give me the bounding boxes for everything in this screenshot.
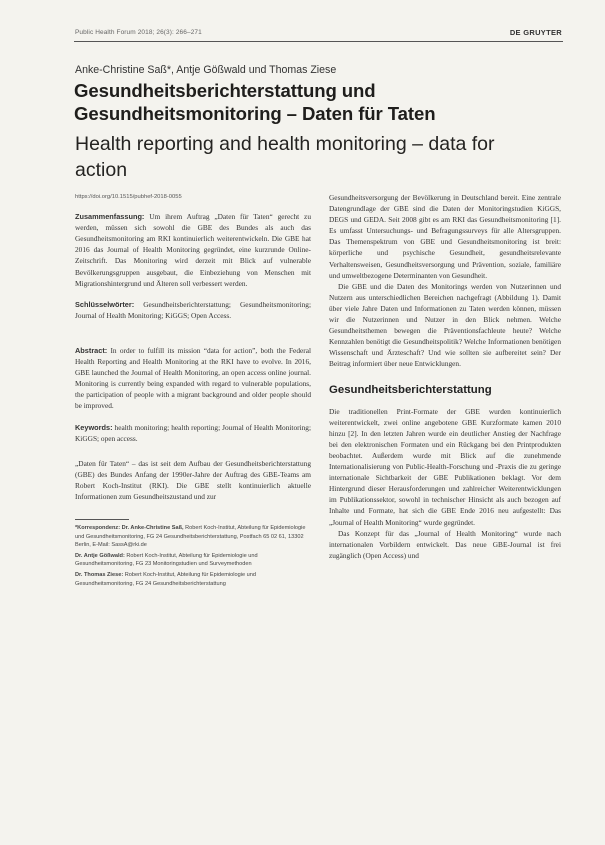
intro-paragraph: „Daten für Taten“ – das ist seit dem Aufbau der Gesundheitsberichterstattung (GBE) des Bundes Anfang der 1990er-Jahre der Auftrag des GBE-Teams am Robert Koch-Institut (RKI). Die GBE stellt kontinuierlich aktuelle Informationen zum Gesundheitszustand und zur [75, 458, 311, 501]
schluesselwoerter-text: Gesundheitsberichterstattung; Gesundheitsmonitoring; Journal of Health Monitoring; KiGGS; Open Access. [75, 299, 311, 320]
keywords-text: health monitoring; health reporting; Journal of Health Monitoring; KiGGS; open access. [75, 422, 311, 443]
footnote-author [75, 552, 311, 569]
doi-link[interactable]: https://doi.org/10.1515/pubhef-2018-0055 [75, 194, 182, 200]
footnote-correspondence [75, 524, 311, 550]
body-paragraph: Die GBE und die Daten des Monitorings werden von Nutzerinnen und Nutzern aus unterschiedlichen Bereichen nachgefragt (Abbildung 1). Damit über viele Jahre Daten und Informationen zu Taten werden können, müssen wir die Nutzerinnen und Nutzer in den Blick nehmen. Welche Gesundheitsthemen bewegen die Präventionsfachleute heute? Welche Kennzahlen benötigt die Gesundheitspolitik? Welche Informationen benötigen Wissenschaft und Ärzteschaft? Und wie sollten sie aufbereitet sein? Der Beitrag informiert über neue Entwicklungen. [329, 281, 561, 369]
body-paragraph: Die traditionellen Print-Formate der GBE wurden kontinuierlich weiterentwickelt, zwei online angebotene GBE Kurzformate kamen 2010 hinzu [2]. In den letzten Jahren wurde ein deutlicher Anstieg der Nachfrage bei den elektronischen Formaten und ein Rückgang bei den Printprodukten beobachtet. Außerdem wurde mit Blick auf die zunehmende Internationalisierung von Public-Health-Forschung und -Praxis die zu geringe internationale Sichtbarkeit der GBE Publikationen beklagt. Vor dem Hintergrund dieser Herausforderungen und zahlreicher Weiterentwicklungen im Publikationssektor, sowohl in technischer Hinsicht als auch bezogen auf Inhalte und Formate, hat sich die GBE Ende 2016 neu aufgestellt: Das „Journal of Health Monitoring“ wurde gegründet. [329, 406, 561, 527]
footnote-rule [75, 519, 129, 520]
keywords-label: Keywords: [75, 422, 113, 432]
left-column [75, 192, 311, 588]
abstract-label: Abstract: [75, 345, 108, 355]
body-paragraph: Das Konzept für das „Journal of Health Monitoring“ wurde nach internationalen Vorbildern entwickelt. Das neue GBE-Journal ist frei zugänglich (Open Access) und [329, 528, 561, 560]
schluesselwoerter [75, 299, 311, 321]
abstract [75, 345, 311, 412]
schluesselwoerter-label: Schlüsselwörter: [75, 299, 135, 309]
footnote-label: Dr. Thomas Ziese: [75, 572, 124, 579]
title-german: Gesundheitsberichterstattung und Gesundheitsmonitoring – Daten für Taten [74, 80, 436, 124]
header-rule [74, 41, 563, 42]
footnotes [75, 524, 311, 588]
section-heading: Gesundheitsberichterstattung [329, 383, 492, 396]
footnote-text: Robert Koch-Institut, Abteilung für Epidemiologie und Gesundheitsmonitoring, FG 24 Gesundheitsberichterstattung [75, 572, 256, 587]
abstract-text: In order to fulfill its mission “data for action”, both the Federal Health Reporting and Health Monitoring at the RKI have to evolve. In 2016, GBE launched the Journal of Health Monitoring, an open access online journal. Monitoring is currently being expanded with regard to vulnerable populations, the participation of people with a migrant background and older people should be improved. [75, 345, 311, 411]
zusammenfassung-label: Zusammenfassung: [75, 212, 145, 222]
authors: Anke-Christine Saß*, Antje Gößwald und Thomas Ziese [75, 64, 337, 76]
footnote-label: Dr. Antje Gößwald: [75, 552, 125, 559]
running-head: Public Health Forum 2018; 26(3): 266–271 [75, 29, 202, 36]
keywords [75, 422, 311, 444]
footnote-author [75, 571, 311, 588]
right-column [329, 192, 561, 561]
zusammenfassung [75, 211, 311, 289]
zusammenfassung-text: Um ihrem Auftrag „Daten für Taten“ gerecht zu werden, müssen sich sowohl die GBE des Bundes als auch das Gesundheitsmonitoring am RKI kontinuierlich weiterentwickeln. Die GBE hat 2016 das Journal of Health Monitoring gegründet, eine kurzrunde Online-Zeitschrift. Das Monitoring wird derzeit mit Blick auf vulnerable Bevölkerungsgruppen ausgebaut, die Einbeziehung von Menschen mit Migrationshintergrund und Älteren soll verbessert werden. [75, 212, 311, 288]
footnote-label: *Korrespondenz: Dr. Anke-Christine Saß, [75, 525, 184, 532]
footnote-text: Robert Koch-Institut, Abteilung für Epidemiologie und Gesundheitsmonitoring, FG 23 Monitoringstudien und Surveymethoden [75, 552, 258, 568]
footnote-text: Robert Koch-Institut, Abteilung für Epidemiologie und Gesundheitsmonitoring, FG 24 Gesundheitsberichterstattung, Postfach 65 02 61, 13302 Berlin, E-Mail: SassA@rki.de [75, 525, 306, 549]
publisher-logo: DE GRUYTER [509, 28, 562, 37]
body-paragraph: Gesundheitsversorgung der Bevölkerung in Deutschland bereit. Eine zentrale Datengrundlage der GBE sind die Daten der Monitoringstudien KiGGS, DEGS und GEDA. Seit 2008 gibt es am RKI das Gesundheitsmonitoring [1]. Es umfasst Untersuchungs- und Befragungssurveys für alle Altersgruppen. Das Themenspektrum von GBE und Gesundheitsmonitoring ist breit: körperliche und psychische Gesundheit, gesundheitsrelevante Verhaltensweisen, Gesundheitsversorgung und Prävention, soziale, familiäre und umweltbezogene Determinanten von Gesundheit. [329, 193, 561, 280]
title-english: Health reporting and health monitoring – data for action [75, 133, 495, 181]
